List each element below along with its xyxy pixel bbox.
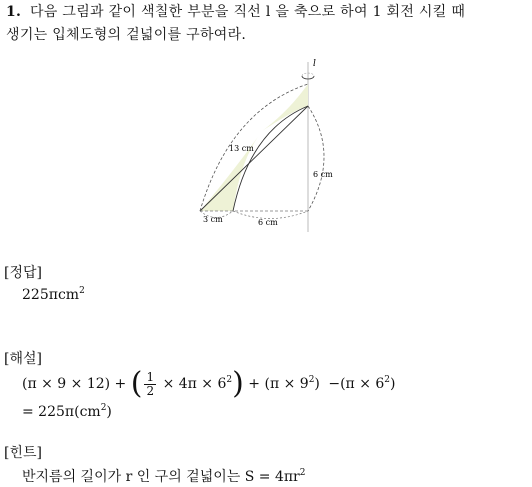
fraction: $\frac{1}{2}$ (146, 369, 155, 398)
answer-heading: [정답] (4, 265, 42, 281)
answer-value: 225πcm$^2$ (22, 286, 85, 303)
label-6cm-bottom: 6 cm (258, 218, 278, 227)
question-line-1 (6, 1, 465, 21)
solution-equation: (π × 9 × 12) + ( $\frac{1}{2}$ × $4\pi \times 6^2) + (\pi \times 9^2) -(\pi \times 6^2)$ (22, 366, 396, 401)
label-3cm: 3 cm (203, 215, 223, 224)
question-text-1: 다음 그림과 같이 색칠한 부분을 직선 l 을 축으로 하여 1 회전 시킬 때 (29, 4, 466, 20)
rotation-figure (190, 55, 333, 235)
hint-text: 반지름의 길이가 r 인 구의 겉넓이는 $S = 4\pi r^2$ (22, 468, 306, 485)
slant-line (200, 106, 308, 211)
question-number: 1. (6, 4, 22, 20)
solution-heading: [해설] (4, 351, 42, 367)
shaded-region-bottom (200, 131, 262, 211)
solution-result: = $225\pi(cm^2)$ (22, 403, 112, 420)
label-6cm-right: 6 cm (313, 170, 333, 179)
label-13cm: 13 cm (229, 144, 254, 153)
question-text-2: 생기는 입체도형의 겉넓이를 구하여라. (6, 27, 247, 43)
right-arc (308, 106, 324, 211)
hint-heading: [힌트] (4, 445, 42, 461)
shaded-region-top (262, 84, 308, 131)
axis-label: l (313, 59, 316, 69)
